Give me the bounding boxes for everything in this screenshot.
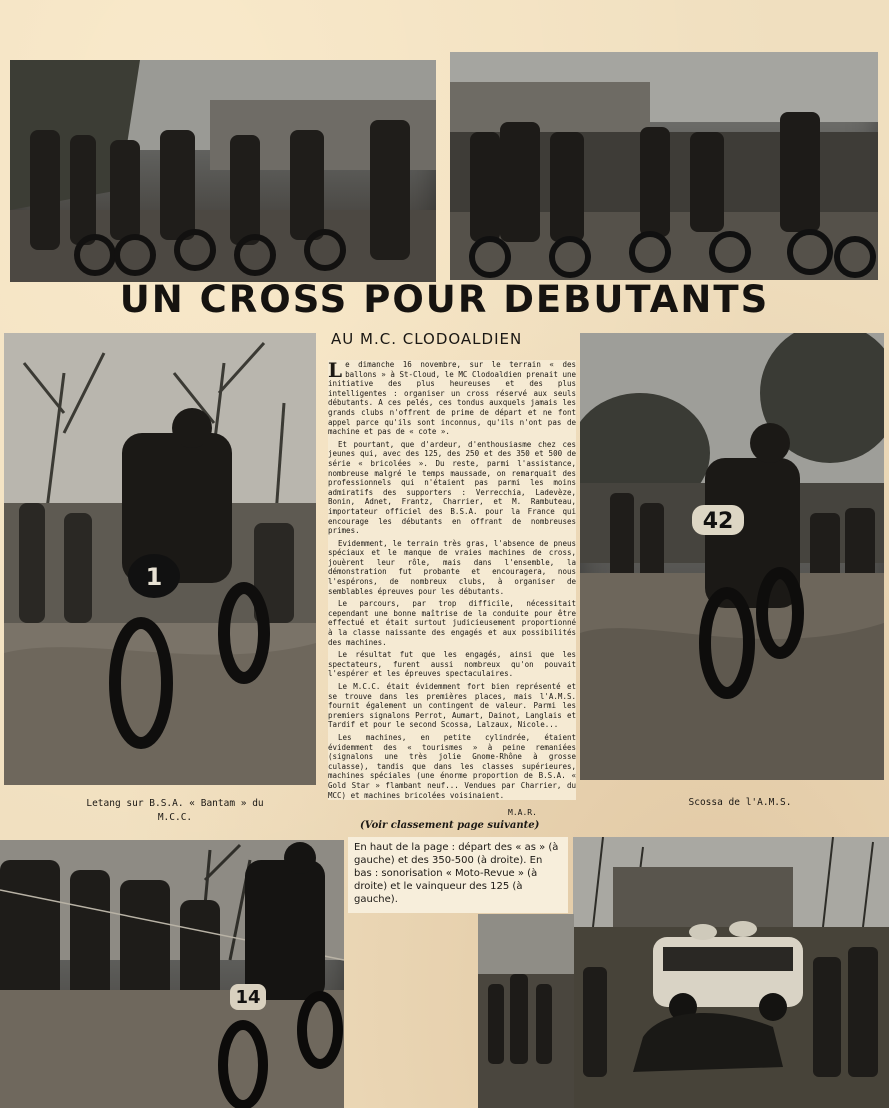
- article-paragraph: Le M.C.C. était évidemment fort bien représenté et se trouve dans les premières places, mais l'A.M.S. fournit également un contingent de valeur. Parmi les premiers signalons Perrot, Aumart, Dainot, Langlais et Tardif et pour le second Scossa, Lalzaux, Nicole...: [328, 682, 576, 730]
- photo-start-as: [10, 60, 436, 282]
- photo-winner-125: [0, 840, 344, 1108]
- caption-letang: Letang sur B.S.A. « Bantam » du M.C.C.: [86, 798, 264, 823]
- see-ranking-note: (Voir classement page suivante): [360, 820, 540, 831]
- article-paragraph: Et pourtant, que d'ardeur, d'enthousiasme chez ces jeunes qui, avec des 125, des 250 et des 350 et 500 de série « bricolées ». Du reste, parmi l'assistance, nombreuse malgré le temps maussade, on remarquait des professionnels qui n'étaient pas parmi les moins admiratifs des supporters : Verrecchia, Ladevèze, Bonin, Adnet, Frantz, Charrier, et M. Rambuteau, importateur officiel des B.S.A. pour la France qui encourage les débutants en offrant de nombreuses primes.: [328, 439, 576, 536]
- page-title: UN CROSS POUR DEBUTANTS: [119, 278, 770, 321]
- article-body: [328, 360, 576, 800]
- article-paragraph: Le résultat fut que les engagés, ainsi que les spectateurs, furent aussi nombreux qu'on pouvait l'espérer et les épreuves spectaculaires.: [328, 650, 576, 679]
- photo-credits-note: En haut de la page : départ des « as » (à gauche) et des 350-500 (à droite). En bas : sonorisation « Moto-Revue » (à droite) et le vainqueur des 125 (à gauche).: [348, 837, 568, 913]
- page-subtitle: AU M.C. CLODOALDIEN: [331, 330, 523, 348]
- drop-cap: L: [328, 360, 343, 382]
- photo-sound-truck: [573, 837, 889, 1108]
- race-number-scossa: 42: [702, 509, 734, 534]
- author-signature: M.A.R.: [508, 808, 537, 817]
- article-paragraph: Le dimanche 16 novembre, sur le terrain « des ballons » à St-Cloud, le MC Clodoaldien prenait une initiative des plus heureuses et des plus intelligentes : organiser un cross réservé aux seuls débutants. A ces pelés, ces tondus auxquels jamais les grands clubs n'offrent de prime de départ et ne font appel parce qu'ils sont inconnus, qu'ils n'ont pas de machine et pas de « cote ».: [328, 360, 576, 437]
- article-paragraph: Le parcours, par trop difficile, nécessitait cependant une bonne maîtrise de la conduite pour être effectué et était surtout judicieusement proportionné à la classe naissante des engagés et aux possibilités des machines.: [328, 599, 576, 647]
- photo-crowd-fragment: [478, 914, 574, 1108]
- photo-scossa: [580, 333, 884, 780]
- photo-letang: [4, 333, 316, 785]
- caption-scossa: Scossa de l'A.M.S.: [688, 797, 792, 808]
- photo-start-350-500: [450, 52, 878, 280]
- article-paragraph: Les machines, en petite cylindrée, étaient évidemment des « tourismes » à peine remaniées (signalons une très jolie Gnome-Rhône à grosse culasse), tandis que dans les classes supérieures, machines spéciales (une énorme proportion de B.S.A. « Gold Star » flambant neuf... Vendues par Charrier, du MCC) et machines bricolées voisinaient.: [328, 732, 576, 800]
- article-paragraph: Evidemment, le terrain très gras, l'absence de pneus spéciaux et le manque de vraies machines de cross, jouèrent leur rôle, mais dans l'ensemble, la démonstration fut probante et encouragera, nous l'espérons, de nombreux clubs, à organiser de semblables épreuves pour les débutants.: [328, 538, 576, 596]
- race-number-letang: 1: [145, 563, 163, 591]
- race-number-winner-125: 14: [235, 987, 261, 1008]
